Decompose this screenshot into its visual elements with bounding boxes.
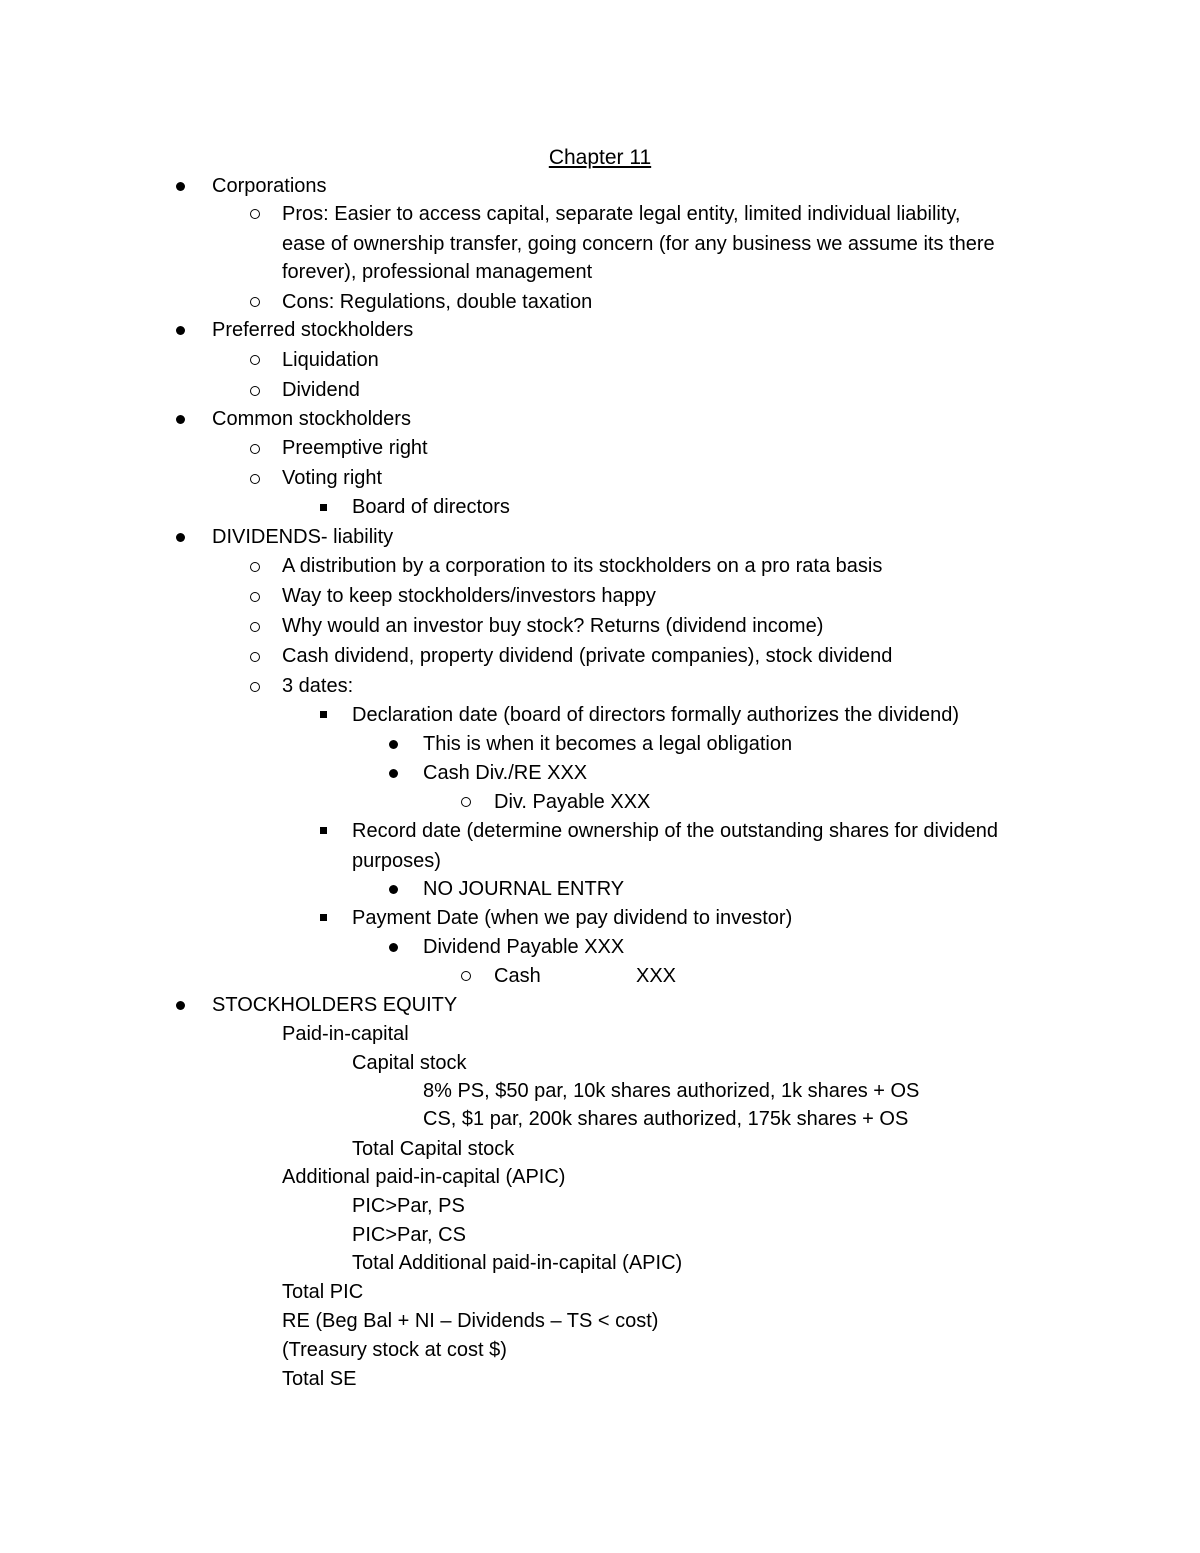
dividends-item-4: Cash dividend, property dividend (private companies), stock dividend	[282, 645, 893, 667]
bullet-circle	[250, 209, 260, 219]
cash-div-entry: Cash Div./RE XXX	[423, 762, 588, 784]
bullet-circle	[250, 444, 260, 454]
legal-obligation-item: This is when it becomes a legal obligation	[423, 733, 793, 755]
bullet-square	[320, 827, 327, 834]
bullet-circle	[250, 562, 260, 572]
bullet-circle	[250, 355, 260, 365]
bullet-circle	[250, 386, 260, 396]
record-date-line-2: purposes)	[352, 850, 441, 872]
cons-line: Cons: Regulations, double taxation	[282, 291, 593, 313]
bullet-dot	[389, 769, 398, 778]
preemptive-item: Preemptive right	[282, 437, 428, 459]
dividend-payable-entry: Dividend Payable XXX	[423, 936, 625, 958]
bullet-circle	[250, 652, 260, 662]
dividend-item: Dividend	[282, 379, 360, 401]
common-heading: Common stockholders	[212, 408, 411, 430]
dividends-item-5: 3 dates:	[282, 675, 354, 697]
pic-par-ps-line: PIC>Par, PS	[352, 1195, 465, 1217]
cash-entry-amount: XXX	[636, 965, 677, 987]
bullet-dot	[389, 885, 398, 894]
bullet-dot	[176, 533, 185, 542]
dividends-item-1: A distribution by a corporation to its stockholders on a pro rata basis	[282, 555, 883, 577]
preferred-heading: Preferred stockholders	[212, 319, 414, 341]
bullet-square	[320, 914, 327, 921]
total-apic-line: Total Additional paid-in-capital (APIC)	[352, 1252, 683, 1274]
bullet-circle	[461, 971, 471, 981]
pic-par-cs-line: PIC>Par, CS	[352, 1224, 466, 1246]
bullet-dot	[176, 415, 185, 424]
dividends-heading: DIVIDENDS- liability	[212, 526, 394, 548]
bullet-circle	[250, 474, 260, 484]
dividends-item-3: Why would an investor buy stock? Returns (dividend income)	[282, 615, 824, 637]
total-pic-line: Total PIC	[282, 1281, 364, 1303]
cash-entry-label: Cash	[494, 965, 541, 987]
common-stock-line: CS, $1 par, 200k shares authorized, 175k shares + OS	[423, 1108, 909, 1130]
dividends-item-2: Way to keep stockholders/investors happy	[282, 585, 656, 607]
bullet-dot	[176, 182, 185, 191]
pic-line: Paid-in-capital	[282, 1023, 409, 1045]
pros-line-1: Pros: Easier to access capital, separate legal entity, limited individual liability,	[282, 203, 961, 225]
bullet-square	[320, 504, 327, 511]
treasury-stock-line: (Treasury stock at cost $)	[282, 1339, 507, 1361]
payment-date-item: Payment Date (when we pay dividend to investor)	[352, 907, 793, 929]
bullet-dot	[176, 1001, 185, 1010]
bullet-dot	[389, 740, 398, 749]
bullet-circle	[250, 592, 260, 602]
page-title: Chapter 11	[548, 146, 652, 169]
declaration-date-item: Declaration date (board of directors formally authorizes the dividend)	[352, 704, 959, 726]
corporations-heading: Corporations	[212, 175, 327, 197]
bullet-dot	[389, 943, 398, 952]
bullet-circle	[250, 622, 260, 632]
total-se-line: Total SE	[282, 1368, 357, 1390]
pros-line-3: forever), professional management	[282, 261, 593, 283]
pros-line-2: ease of ownership transfer, going concern (for any business we assume its there	[282, 233, 995, 255]
bullet-dot	[176, 326, 185, 335]
record-date-line-1: Record date (determine ownership of the outstanding shares for dividend	[352, 820, 998, 842]
retained-earnings-line: RE (Beg Bal + NI – Dividends – TS < cost)	[282, 1310, 659, 1332]
bullet-circle	[250, 297, 260, 307]
liquidation-item: Liquidation	[282, 349, 379, 371]
no-journal-entry-item: NO JOURNAL ENTRY	[423, 878, 625, 900]
bullet-square	[320, 711, 327, 718]
equity-heading: STOCKHOLDERS EQUITY	[212, 994, 458, 1016]
capital-stock-line: Capital stock	[352, 1052, 467, 1074]
board-item: Board of directors	[352, 496, 510, 518]
total-capital-stock-line: Total Capital stock	[352, 1138, 515, 1160]
div-payable-entry: Div. Payable XXX	[494, 791, 651, 813]
bullet-circle	[250, 682, 260, 692]
voting-item: Voting right	[282, 467, 383, 489]
apic-line: Additional paid-in-capital (APIC)	[282, 1166, 566, 1188]
preferred-stock-line: 8% PS, $50 par, 10k shares authorized, 1k shares + OS	[423, 1080, 920, 1102]
bullet-circle	[461, 797, 471, 807]
